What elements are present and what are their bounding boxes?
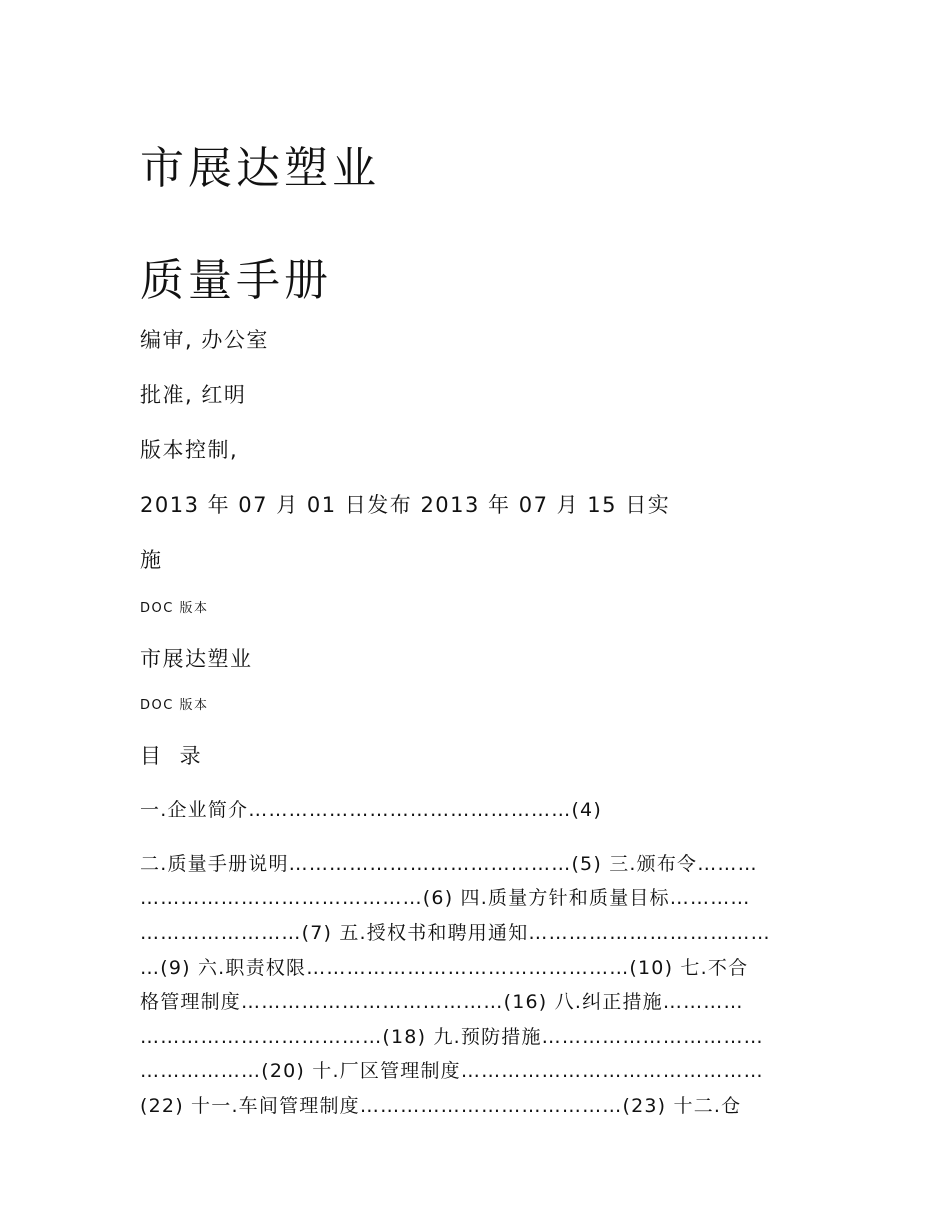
toc-line: (22) 十一.车间管理制度…………………………………(23) 十二.仓 [140,1095,742,1117]
date-line: 2013 年 07 月 01 日发布 2013 年 07 月 15 日实 [140,493,671,517]
date-line-continued: 施 [140,548,163,572]
version-line: 版本控制, [140,438,239,462]
toc-line: 二.质量手册说明……………………………………(5) 三.颁布令……… [140,853,758,875]
toc-line: 一.企业简介…………………………………………(4) [140,799,602,821]
approval-line: 批准, 红明 [140,383,247,407]
company-name-repeat: 市展达塑业 [140,647,253,671]
company-title: 市展达塑业 [140,143,380,194]
doc-version-label: DOC 版本 [140,698,209,713]
toc-line: ………………………………(18) 九.预防措施…………………………… [140,1026,764,1048]
toc-line: ……………………(7) 五.授权书和聘用通知……………………………… [140,922,771,944]
manual-title: 质量手册 [140,255,332,306]
toc-line: 格管理制度…………………………………(16) 八.纠正措施………… [140,991,744,1013]
toc-line: …(9) 六.职责权限…………………………………………(10) 七.不合 [140,957,749,979]
toc-line: ………………(20) 十.厂区管理制度……………………………………… [140,1060,764,1082]
editor-line: 编审, 办公室 [140,328,269,352]
toc-line: ……………………………………(6) 四.质量方针和质量目标………… [140,887,751,909]
doc-version-label: DOC 版本 [140,601,209,616]
toc-heading: 目 录 [140,744,207,768]
